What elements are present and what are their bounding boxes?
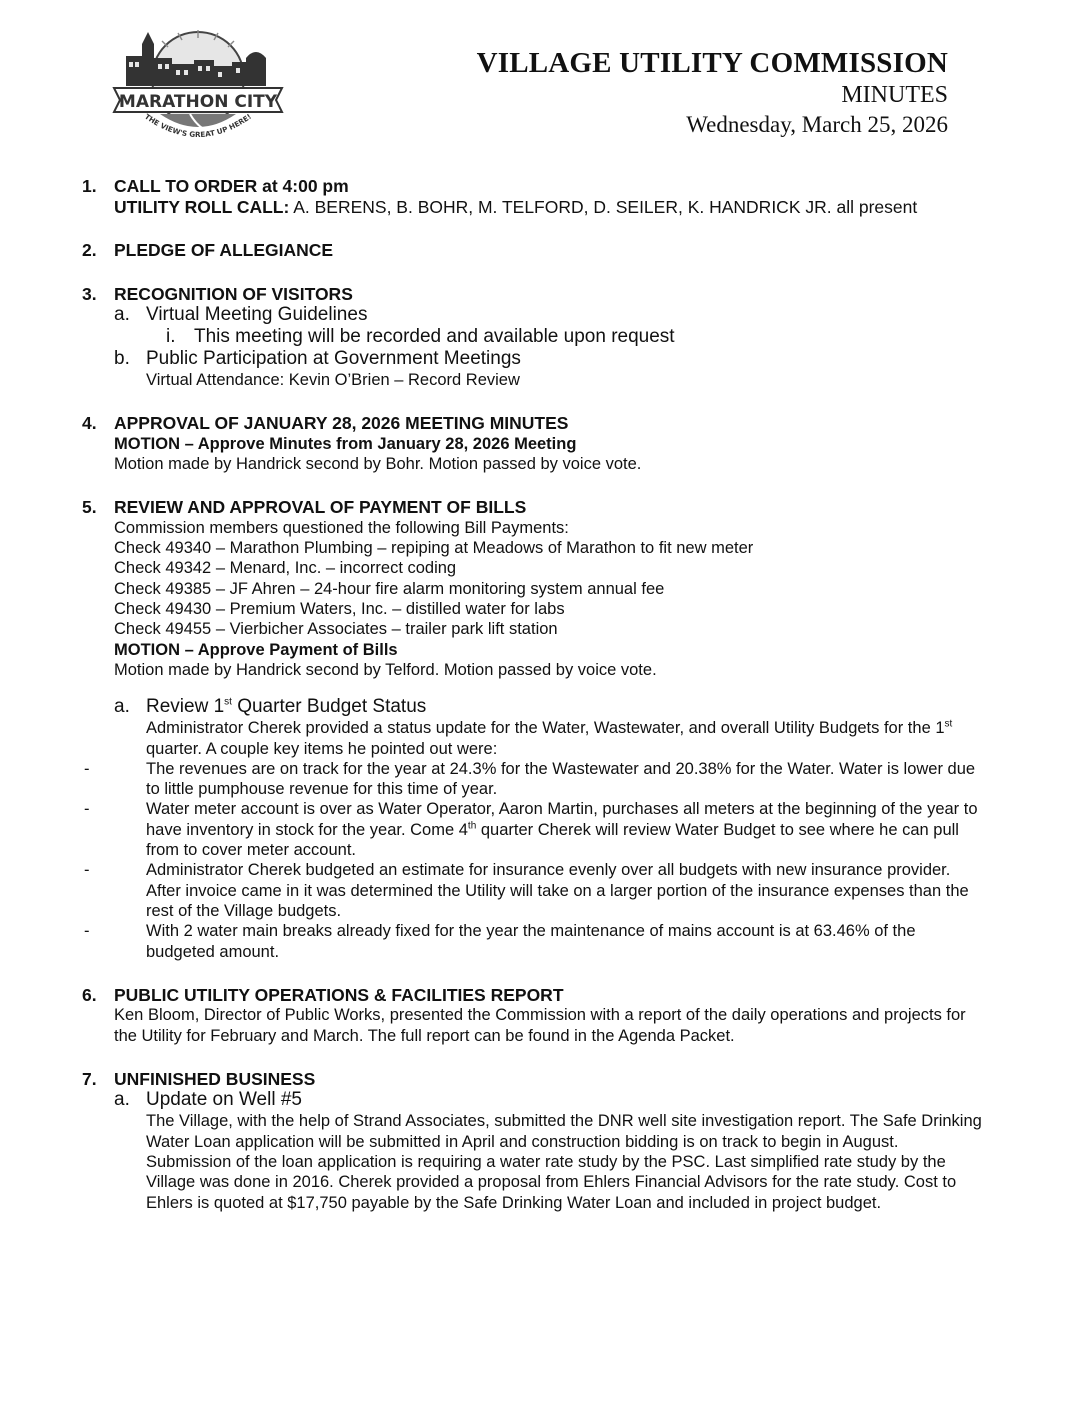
item-heading: REVIEW AND APPROVAL OF PAYMENT OF BILLS [114, 497, 527, 518]
minutes-content [82, 176, 988, 1236]
sub-label: a. [114, 304, 130, 325]
item-heading: APPROVAL OF JANUARY 28, 2026 MEETING MINUTES [114, 413, 569, 434]
check-line: Check 49385 – JF Ahren – 24-hour fire alarm monitoring system annual fee [114, 579, 665, 598]
agenda-item-1 [82, 176, 988, 217]
item-number: 1. [82, 176, 97, 196]
meeting-date: Wednesday, March 25, 2026 [686, 112, 948, 137]
agenda-item-4 [82, 413, 988, 474]
motion: MOTION – Approve Minutes from January 28, 2026 Meeting [114, 434, 577, 453]
bullet-text: With 2 water main breaks already fixed for the year the maintenance of mains account is at 63.46% of the budgeted amount. [146, 922, 916, 961]
item-heading: CALL TO ORDER at 4:00 pm [114, 176, 349, 196]
document-title: VILLAGE UTILITY COMMISSION [476, 47, 948, 79]
ordinal-suffix: st [224, 696, 232, 708]
item-heading: PUBLIC UTILITY OPERATIONS & FACILITIES REPORT [114, 984, 564, 1005]
sub-text: This meeting will be recorded and available upon request [194, 326, 675, 347]
sub-label: b. [114, 348, 130, 369]
ordinal-suffix: st [944, 718, 953, 730]
budget-status-body [114, 718, 988, 759]
check-line: Check 49430 – Premium Waters, Inc. – distilled water for labs [114, 600, 565, 619]
sub-label: a. [114, 1089, 130, 1111]
sub-text: Virtual Meeting Guidelines [146, 304, 368, 325]
agenda-item-2 [82, 240, 988, 261]
sub-item-b-body: Virtual Attendance: Kevin O’Brien – Record Review [146, 371, 520, 389]
budget-bullet [82, 860, 988, 921]
item-number: 6. [82, 984, 97, 1005]
logo-name-text: MARATHON CITY [118, 92, 278, 112]
dash-marker: - [84, 922, 90, 941]
dash-marker: - [84, 800, 90, 819]
item-heading: UNFINISHED BUSINESS [114, 1068, 316, 1089]
check-line: Check 49455 – Vierbicher Associates – trailer park lift station [114, 620, 558, 639]
bullet-text: Administrator Cherek budgeted an estimate for insurance evenly over all budgets with new insurance provider. After invoice came in it was determined the Utility will take on a larger portion of the insurance expenses than the rest of the Village budgets. [146, 861, 969, 920]
agenda-item-5 [82, 497, 988, 961]
sub-text: Quarter Budget Status [231, 696, 427, 718]
item-number: 4. [82, 413, 97, 434]
item-number: 7. [82, 1068, 97, 1089]
bullet-text: Water meter account is over as Water Operator, Aaron Martin, purchases all meters at the beginning of the year to have inventory in stock for the year. Come 4 [146, 800, 978, 839]
sub-item-b [114, 348, 988, 370]
budget-bullet [82, 759, 988, 800]
sub-item-a-i [114, 326, 988, 348]
sub-item-a [114, 1089, 988, 1111]
sub-label: a. [114, 696, 130, 718]
sub-item-a [114, 696, 988, 718]
item-number: 2. [82, 240, 97, 260]
motion: MOTION – Approve Payment of Bills [114, 640, 398, 659]
ordinal-suffix: th [467, 820, 477, 832]
motion-result: Motion made by Handrick second by Bohr. Motion passed by voice vote. [114, 455, 642, 474]
marathon-city-logo [112, 28, 284, 140]
logo-tagline-text: THE VIEW'S GREAT UP HERE! [143, 111, 253, 140]
body-text: Administrator Cherek provided a status update for the Water, Wastewater, and overall Utility Budgets for the 1 [146, 719, 945, 738]
check-line: Check 49340 – Marathon Plumbing – repiping at Meadows of Marathon to fit new meter [114, 539, 754, 558]
sub-text: Update on Well #5 [146, 1089, 302, 1111]
bullet-text: The revenues are on track for the year at 24.3% for the Wastewater and 20.38% for the Water. Water is lower due to little pumphouse revenue for this time of year. [146, 759, 976, 799]
motion-result: Motion made by Handrick second by Telford. Motion passed by voice vote. [114, 660, 657, 679]
bullet-text: quarter Cherek will review Water Budget to see where he can pull from to cover meter account. [146, 820, 959, 860]
agenda-item-3 [82, 284, 988, 391]
well-update-body: The Village, with the help of Strand Associates, submitted the DNR well site investigation report. The Safe Drinking Water Loan application will be submitted in April and construction bidding is on track to begin in August. Submission of the loan application is requiring a water rate study by the PSC. Last simplified rate study by the Village was done in 2016. Cherek provided a proposal from Ehlers Financial Advisors for the rate study. Cost to Ehlers is quoted at $17,750 payable by the Safe Drinking Water Loan and included in project budget. [146, 1112, 982, 1212]
item-number: 5. [82, 497, 97, 518]
agenda-item-6 [82, 985, 988, 1046]
check-line: Check 49342 – Menard, Inc. – incorrect coding [114, 559, 457, 578]
document-subtitle: MINUTES [841, 82, 948, 108]
sub-item-a [114, 304, 988, 326]
roll-call [114, 197, 988, 218]
bills-intro: Commission members questioned the following Bill Payments: [114, 518, 569, 537]
budget-bullet [82, 921, 988, 962]
item-heading: RECOGNITION OF VISITORS [114, 283, 353, 304]
item-number: 3. [82, 283, 97, 304]
body-text: quarter. A couple key items he pointed out were: [146, 739, 498, 758]
dash-marker: - [84, 861, 90, 880]
agenda-item-7 [82, 1069, 988, 1213]
roll-call-label: UTILITY ROLL CALL: [114, 196, 290, 217]
item-heading: PLEDGE OF ALLEGIANCE [114, 240, 334, 260]
title-block [477, 46, 948, 140]
budget-bullet [82, 799, 988, 860]
report-body: Ken Bloom, Director of Public Works, presented the Commission with a report of the daily operations and projects for the Utility for February and March. The full report can be found in the Agenda Packet. [114, 1006, 966, 1045]
sub-text: Public Participation at Government Meetings [146, 348, 521, 369]
sub-label: i. [166, 326, 176, 347]
roll-call-text: A. BERENS, B. BOHR, M. TELFORD, D. SEILER, K. HANDRICK JR. all present [289, 196, 918, 217]
dash-marker: - [84, 759, 90, 778]
sub-text: Review 1 [146, 696, 225, 718]
